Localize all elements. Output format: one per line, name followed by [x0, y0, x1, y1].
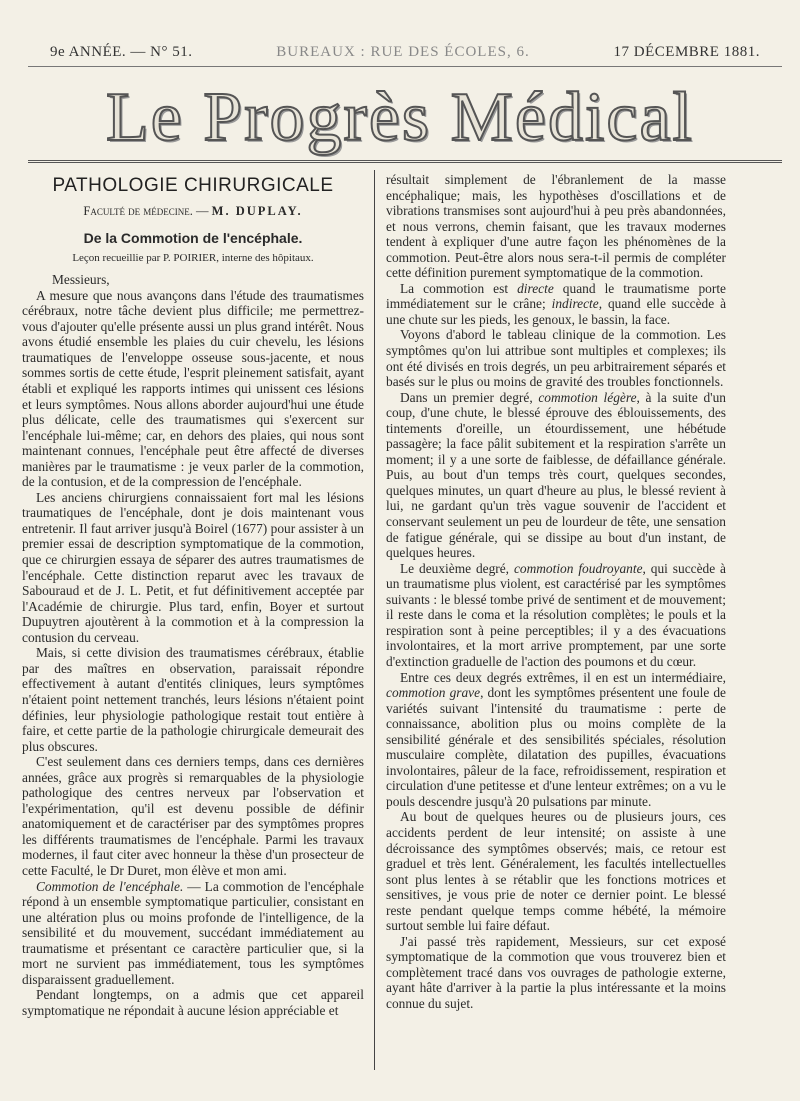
paragraph: Dans un premier degré, commotion légère, à la suite d'un coup, d'une chute, le blessé éprouve des éblouissements, des tintements d'oreille, un étourdissement, une hébétude passagère; la face pâlit subitement et la respiration s'arrête un moment; il y a une sorte de faiblesse, de défaillance générale. Puis, au bout d'un temps très court, quelques secondes, quelques minutes, un quart d'heure au plus, le blessé revient à lui, ne gardant qu'un très vague souvenir de l'accident et conservant seulement un peu de lourdeur de tête, une sensation de fatigue générale, qui se dissipe au bout d'un instant, de quelques heures. — [386, 389, 726, 561]
issue-date: 17 DÉCEMBRE 1881. — [613, 43, 760, 60]
column-divider — [374, 170, 375, 1070]
office-address: BUREAUX : RUE DES ÉCOLES, 6. — [276, 43, 530, 60]
masthead-rule — [28, 160, 782, 163]
paragraph: Entre ces deux degrés extrêmes, il en est un intermédiaire, commotion grave, dont les symptômes présentent une foule de variétés suivant l'intensité du traumatisme : perte de connaissance, abolition plus ou moins complète de la sensibilité générale et des sensibilités spéciales, résolution musculaire complète, dilatation des pupilles, évacuations involontaires, pâleur de la face, refroidissement, respiration et circulation d'une petitesse et d'une lenteur extrêmes; on a vu le pouls descendre jusqu'à 20 pulsations par minute. — [386, 669, 727, 809]
paragraph: Pendant longtemps, on a admis que cet appareil symptomatique ne répondait à aucune lésion appréciable et — [22, 987, 364, 1018]
paragraph: résultait simplement de l'ébranlement de la masse encéphalique; mais, les hypothèses d'oscillations et de vibrations transmises sont aujourd'hui à peu près abandonnées, et nous verrons, chemin faisant, que les travaux modernes tendent à expliquer d'une autre façon les phénomènes de la commotion. Peut-être alors nous sera-t-il permis de compléter cette définition purement symptomatique de la commotion. — [386, 172, 726, 281]
faculty-label: Faculté de médecine. — — [83, 203, 209, 218]
page-header — [50, 40, 760, 64]
section-heading: PATHOLOGIE CHIRURGICALE — [52, 175, 334, 196]
paragraph: A mesure que nous avançons dans l'étude des traumatismes cérébraux, notre tâche devient plus difficile; me permettrez-vous d'ajouter qu'elle présente aussi un plus grand intérêt. Nous avons étudié ensemble les plaies du cuir chevelu, les lésions traumatiques de l'enveloppe osseuse sous-jacente, et nous sommes sortis de cette étude, l'esprit pleinement satisfait, ayant établi et expliqué les rapports intimes qui unissent ces lésions et leurs symptômes. Nous allons aborder aujourd'hui une étude plus délicate, celle des traumatismes qui s'exercent sur l'encéphale lui-même; car, en dehors des plaies, qui nous sont maintenant connues, l'encéphale peut être affecté de diverses manières par le traumatisme : je veux parler de la commotion, de la contusion, et de la compression de l'encéphale. — [22, 287, 364, 490]
paragraph: Voyons d'abord le tableau clinique de la commotion. Les symptômes qu'on lui attribue sont multiples et complexes; ils ont été divisés en trois degrés, un peu arbitrairement séparés et basés sur le plus ou moins de gravité des troubles fonctionnels. — [386, 327, 726, 390]
lecture-note: Leçon recueillie par P. POIRIER, interne des hôpitaux. — [72, 251, 314, 264]
paragraph: J'ai passé très rapidement, Messieurs, sur cet exposé symptomatique de la commotion que vous trouverez bien et complètement tracé dans vos ouvrages de pathologie externe, ayant hâte d'arriver à la partie la plus intéressante et la moins connue du sujet. — [386, 933, 726, 1011]
right-column — [386, 172, 726, 1012]
paragraph: Le deuxième degré, commotion foudroyante, qui succède à un traumatisme plus violent, est caractérisé par les symptômes suivants : le blessé tombe privé de sentiment et de mouvement; il reste dans le coma et la résolution complètes; le pouls et la respiration sont à peine perceptibles; il y a des évacuations involontaires, et la mort arrive promptement, par une sorte d'extinction graduelle de l'action des poumons et du cœur. — [386, 560, 726, 669]
faculty-line — [22, 204, 364, 220]
left-column — [22, 172, 364, 1018]
masthead-title: Le Progrès Médical — [105, 79, 695, 156]
paragraph: C'est seulement dans ces derniers temps, dans ces dernières années, grâce aux progrès si remarquables de la physiologie pathologique des centres nerveux par l'observation et l'expérimentation, qu'il est devenu possible de définir anatomiquement et de caractériser par des symptômes propres les différents traumatismes de l'encéphale. Parmi les travaux modernes, il faut citer avec honneur la thèse d'un prosecteur de cette Faculté, le Dr Duret, mon élève et mon ami. — [22, 754, 364, 878]
article-title: De la Commotion de l'encéphale. — [83, 230, 303, 247]
paragraph: Mais, si cette division des traumatismes cérébraux, établie par des maîtres en observation, paraissait répondre effectivement à autant d'entités cliniques, leurs symptômes n'étaient point nettement tranchés, leurs lésions n'étaient point définies, leur physiologie pathologique restait tout entière à faire, et cette partie de la pathologie chirurgicale demeurait des plus obscures. — [22, 645, 364, 754]
paragraph: Au bout de quelques heures ou de plusieurs jours, ces accidents perdent de leur intensité; on assiste à une décroissance des symptômes observés; mais, ce retour est graduel et très lent. Généralement, les facultés intellectuelles sont plus lentes à se rétablir que les fonctions motrices et sensitives, je vous prie de noter ce dernier point. Le blessé reste pendant quelque temps comme hébété, la mémoire surtout semble lui faire défaut. — [386, 809, 726, 934]
paragraph: Les anciens chirurgiens connaissaient fort mal les lésions traumatiques de l'encéphale, dont je dois maintenant vous entretenir. Il faut arriver jusqu'à Boirel (1677) pour assister à un premier essai de description symptomatique de la commotion, que ce chirurgien essaya de séparer des autres traumatismes de l'encéphale. Cette distinction reparut avec les travaux de Sabouraud et de J. L. Petit, et fut définitivement acceptée par l'Académie de chirurgie. Plus tard, enfin, Boyer et surtout Dupuytren ajoutèrent à la commotion et à la compression la contusion du cerveau. — [22, 489, 364, 645]
paragraph: La commotion est directe quand le traumatisme porte immédiatement sur le crâne; indirecte, quand elle succède à une chute sur les pieds, les genoux, le bassin, la face. — [386, 280, 727, 327]
subheading: Commotion de l'encéphale. — [36, 878, 184, 894]
header-rule — [28, 66, 782, 67]
author-name: M. DUPLAY. — [211, 203, 303, 218]
issue-number: 9e ANNÉE. — N° 51. — [50, 43, 193, 60]
paragraph: Commotion de l'encéphale. — La commotion de l'encéphale répond à un ensemble symptomatique particulier, consistant en une altération plus ou moins profonde de l'intelligence, de la sensibilité et du mouvement, succédant immédiatement au traumatisme et présentant ce caractère particulier que, si la mort ne survient pas immédiatement, tous les symptômes disparaissent graduellement. — [22, 878, 364, 987]
greeting: Messieurs, — [52, 272, 110, 288]
